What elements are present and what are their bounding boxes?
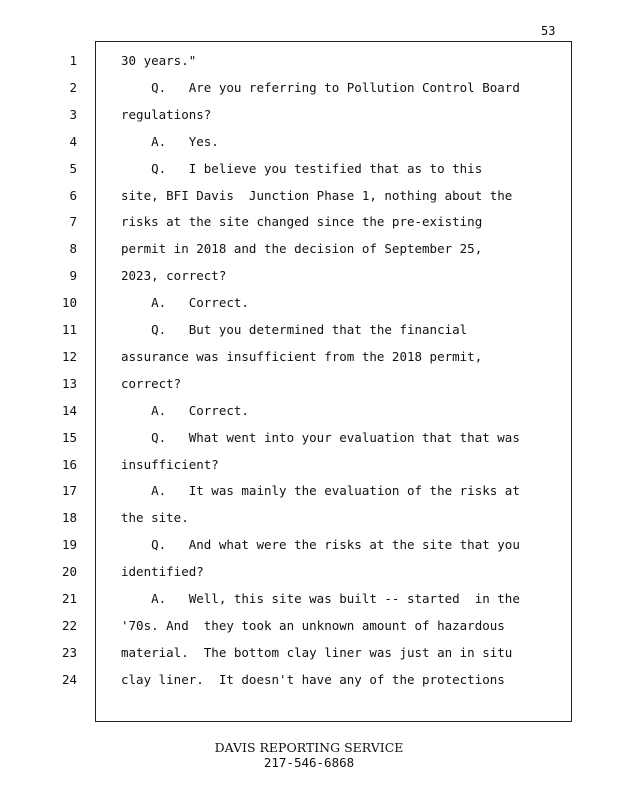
transcript-line <box>0 186 560 206</box>
line-text: 2023, correct? <box>121 268 227 284</box>
transcript-line <box>0 105 560 125</box>
line-number: 4 <box>69 133 77 149</box>
line-number: 16 <box>61 456 77 472</box>
line-text: insufficient? <box>121 456 219 472</box>
line-number: 8 <box>69 241 77 257</box>
line-number: 20 <box>61 564 77 580</box>
line-text: assurance was insufficient from the 2018 permit, <box>121 348 483 364</box>
line-text: A. Well, this site was built -- started in the <box>121 591 520 606</box>
transcript-line <box>0 159 560 179</box>
line-text: permit in 2018 and the decision of September 25, <box>121 241 483 257</box>
line-text: Q. And what were the risks at the site that you <box>121 537 520 553</box>
transcript-line <box>0 132 560 152</box>
transcript-line <box>0 320 560 340</box>
line-text: A. Yes. <box>121 133 219 149</box>
line-text: Q. But you determined that the financial <box>121 322 468 337</box>
line-text: A. Correct. <box>121 402 249 418</box>
transcript-line <box>0 670 560 690</box>
footer-phone: 217-546-6868 <box>263 755 355 770</box>
footer-company: DAVIS REPORTING SERVICE <box>214 740 404 755</box>
line-text: correct? <box>121 375 182 391</box>
transcript-line <box>0 266 560 286</box>
line-text: site, BFI Davis Junction Phase 1, nothing about the <box>121 187 513 203</box>
line-number: 19 <box>61 537 77 553</box>
line-number: 13 <box>61 375 77 391</box>
transcript-line <box>0 78 560 98</box>
line-number: 12 <box>61 348 77 364</box>
transcript-line <box>0 616 560 636</box>
line-text: clay liner. It doesn't have any of the protections <box>121 671 505 687</box>
line-number: 17 <box>61 483 77 499</box>
transcript-line <box>0 51 560 71</box>
line-number: 5 <box>69 160 77 176</box>
transcript-line <box>0 643 560 663</box>
line-number: 24 <box>61 671 77 687</box>
line-number: 14 <box>61 402 77 418</box>
line-number: 18 <box>61 510 77 526</box>
line-text: identified? <box>121 564 204 580</box>
page-number: 53 <box>541 24 556 38</box>
transcript-line <box>0 562 560 582</box>
line-text: regulations? <box>121 106 212 122</box>
line-number: 1 <box>69 53 77 68</box>
transcript-line <box>0 239 560 259</box>
line-text: '70s. And they took an unknown amount of hazardous <box>121 617 505 633</box>
line-number: 22 <box>61 617 77 633</box>
line-text: Q. Are you referring to Pollution Control Board <box>121 79 520 95</box>
line-number: 10 <box>61 295 77 311</box>
line-number: 2 <box>69 79 77 95</box>
transcript-line <box>0 535 560 555</box>
transcript-line <box>0 347 560 367</box>
line-number: 15 <box>61 429 77 445</box>
line-text: material. The bottom clay liner was just an in situ <box>121 644 513 660</box>
line-text: A. It was mainly the evaluation of the risks at <box>121 483 520 499</box>
transcript-line <box>0 481 560 501</box>
line-number: 21 <box>61 591 77 606</box>
line-text: A. Correct. <box>121 295 249 311</box>
transcript-line <box>0 589 560 609</box>
line-text: Q. What went into your evaluation that that was <box>121 429 520 445</box>
line-number: 7 <box>69 214 77 230</box>
transcript-line <box>0 455 560 475</box>
transcript-line <box>0 428 560 448</box>
transcript-line <box>0 508 560 528</box>
line-number: 6 <box>69 187 77 203</box>
line-text: 30 years." <box>121 53 197 68</box>
transcript-line <box>0 401 560 421</box>
line-number: 23 <box>61 644 77 660</box>
line-text: the site. <box>121 510 189 526</box>
line-number: 3 <box>69 106 77 122</box>
line-number: 11 <box>61 322 77 337</box>
line-number: 9 <box>69 268 77 284</box>
transcript-line <box>0 374 560 394</box>
transcript-line <box>0 212 560 232</box>
transcript-line <box>0 293 560 313</box>
line-text: risks at the site changed since the pre-existing <box>121 214 483 230</box>
line-text: Q. I believe you testified that as to this <box>121 160 483 176</box>
